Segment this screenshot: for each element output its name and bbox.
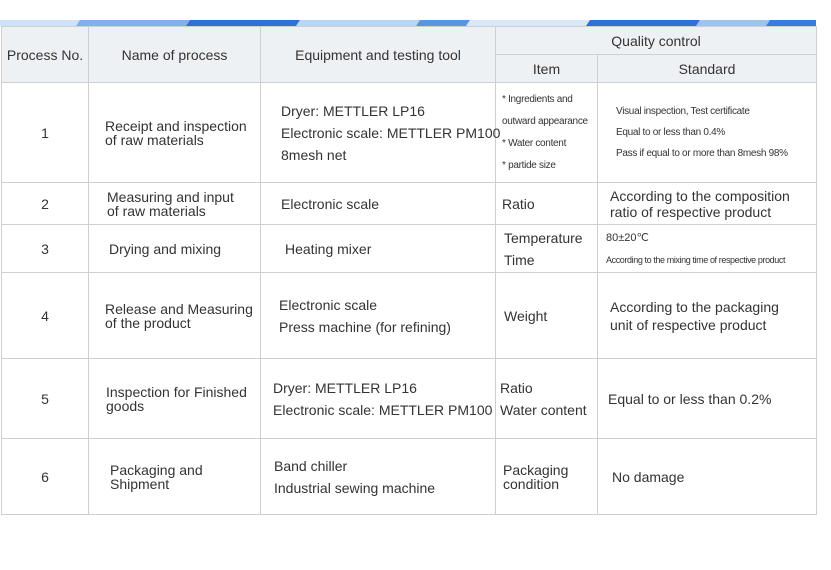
header-equipment: Equipment and testing tool	[261, 27, 496, 83]
equipment-cell: Band chiller Industrial sewing machine	[261, 439, 496, 515]
process-name: Drying and mixing	[89, 225, 261, 273]
table-row	[2, 183, 817, 225]
qc-item-cell: * Ingredients and outward appearance * Water content * partide size	[496, 83, 598, 183]
qc-item-cell: Ratio	[496, 183, 598, 225]
qc-item-cell: Weight	[496, 273, 598, 359]
quality-process-table	[1, 26, 817, 515]
process-number: 4	[2, 273, 89, 359]
process-name: Inspection for Finished goods	[89, 359, 261, 439]
equipment-cell: Dryer: METTLER LP16 Electronic scale: METTLER PM100 8mesh net	[261, 83, 496, 183]
process-name: Measuring and input of raw materials	[89, 183, 261, 225]
header-standard: Standard	[598, 55, 817, 83]
process-number: 1	[2, 83, 89, 183]
header-item: Item	[496, 55, 598, 83]
process-name: Packaging and Shipment	[89, 439, 261, 515]
process-name: Receipt and inspection of raw materials	[89, 83, 261, 183]
process-number: 5	[2, 359, 89, 439]
qc-standard-cell: Visual inspection, Test certificate Equal to or less than 0.4% Pass if equal to or more than 8mesh 98%	[598, 83, 817, 183]
equipment-cell: Dryer: METTLER LP16 Electronic scale: METTLER PM100	[261, 359, 496, 439]
qc-item-cell: Packaging condition	[496, 439, 598, 515]
header-process-no: Process No.	[2, 27, 89, 83]
equipment-cell: Electronic scale	[261, 183, 496, 225]
equipment-cell: Electronic scale Press machine (for refining)	[261, 273, 496, 359]
qc-standard-cell: According to the packaging unit of respective product	[598, 273, 817, 359]
qc-item-cell: Ratio Water content	[496, 359, 598, 439]
qc-item-cell: Temperature Time	[496, 225, 598, 273]
qc-standard-cell: 80±20℃ According to the mixing time of respective product	[598, 225, 817, 273]
table-row	[2, 83, 817, 183]
table-row	[2, 439, 817, 515]
qc-standard-cell: Equal to or less than 0.2%	[598, 359, 817, 439]
qc-standard-cell: No damage	[598, 439, 817, 515]
header-quality-control: Quality control	[496, 27, 817, 55]
process-name: Release and Measuring of the product	[89, 273, 261, 359]
header-name-of-process: Name of process	[89, 27, 261, 83]
process-number: 3	[2, 225, 89, 273]
table-row	[2, 359, 817, 439]
equipment-cell: Heating mixer	[261, 225, 496, 273]
table-row	[2, 225, 817, 273]
process-number: 2	[2, 183, 89, 225]
table-row	[2, 273, 817, 359]
qc-standard-cell: According to the composition ratio of respective product	[598, 183, 817, 225]
process-number: 6	[2, 439, 89, 515]
